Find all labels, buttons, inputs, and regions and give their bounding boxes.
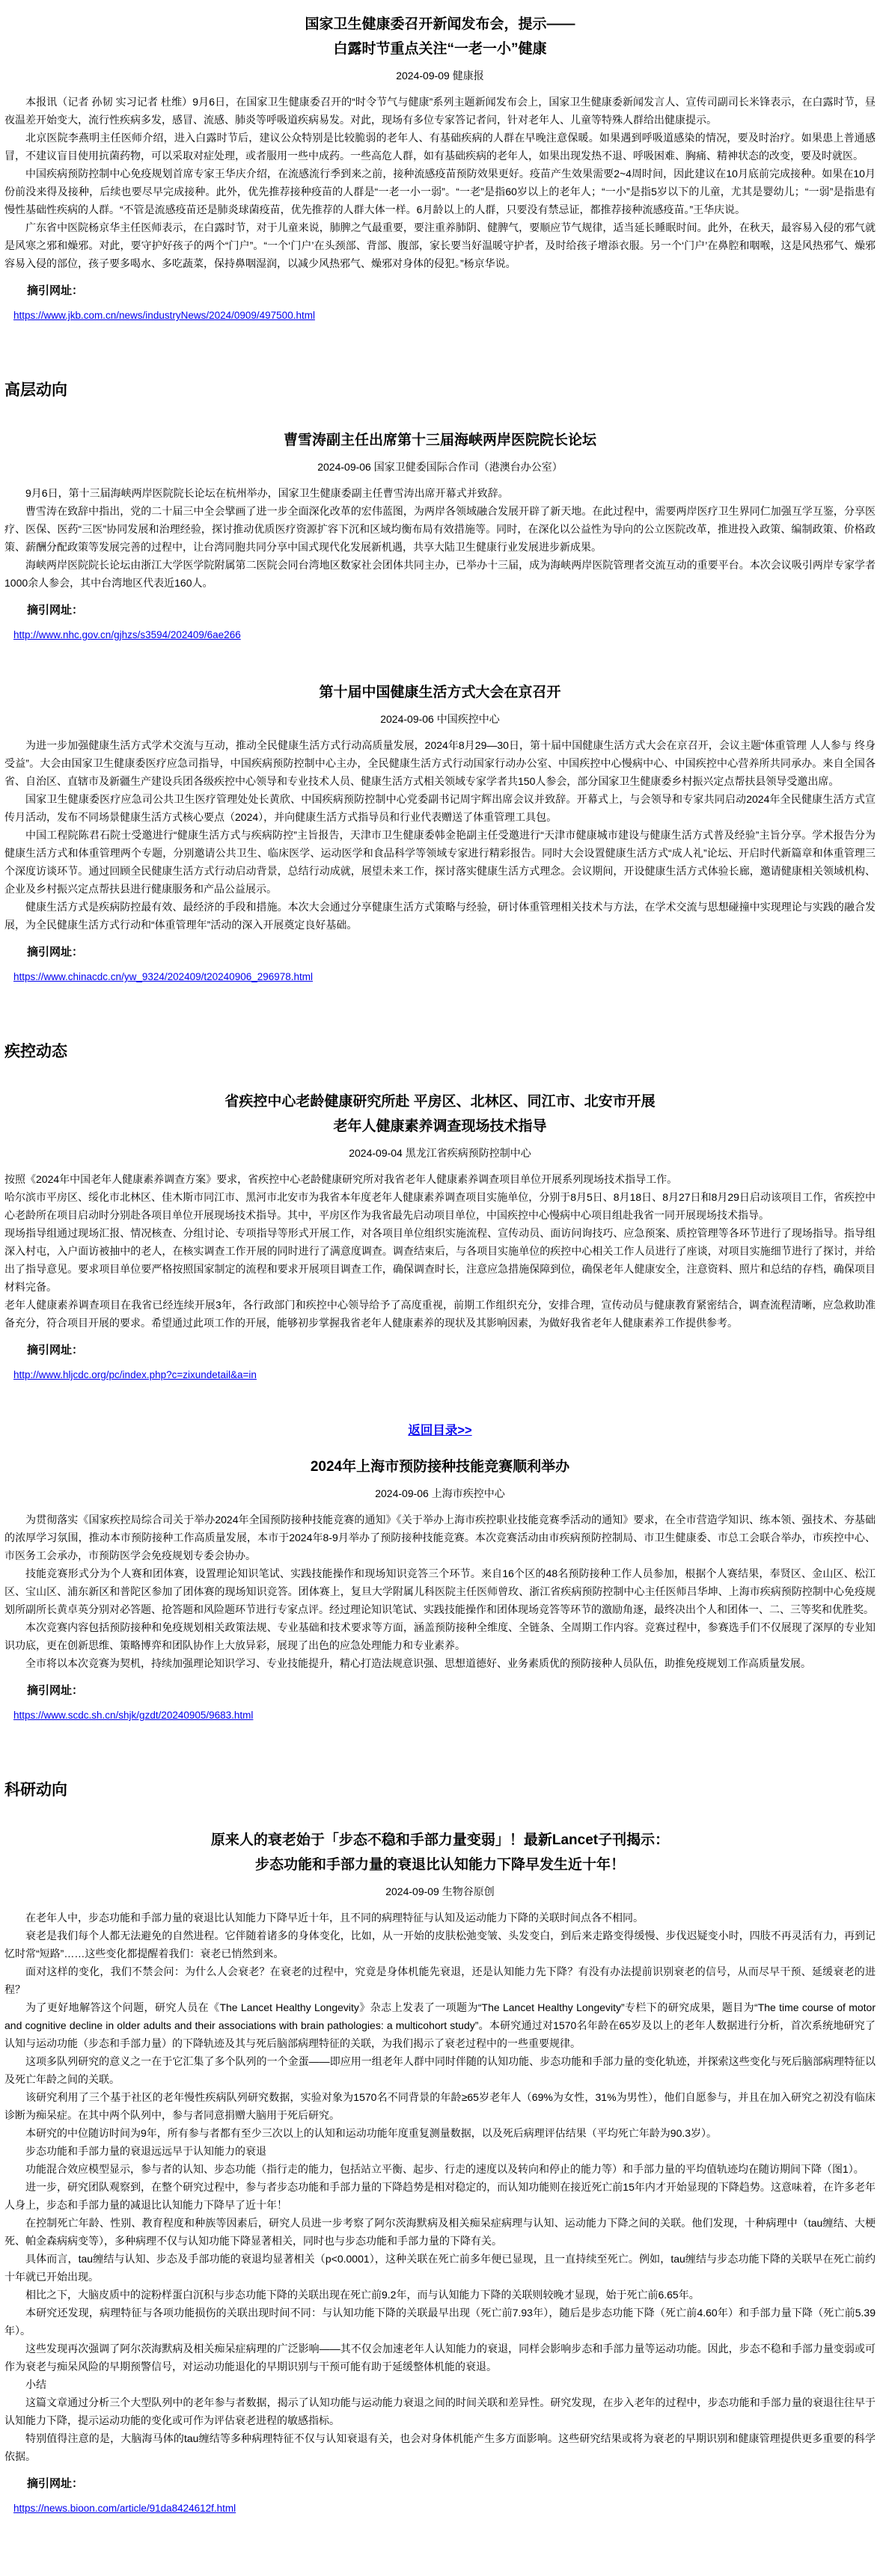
article-title: 曹雪涛副主任出席第十三届海峡两岸医院院长论坛 — [283, 432, 596, 448]
article-paragraph: 步态功能和手部力量的衰退远远早于认知能力的衰退 — [25, 2145, 266, 2157]
article-paragraph: 按照《2024年中国老年人健康素养调查方案》要求，省疾控中心老龄健康研究所对我省老年人健康素养调查项目单位开展系列现场技术指导工作。 — [4, 1173, 678, 1185]
cite-link-row — [4, 2500, 876, 2518]
article-title: 国家卫生健康委召开新闻发布会，提示—— — [305, 16, 575, 32]
article-paragraph: 北京医院李燕明主任医师介绍，进入白露时节后，建议公众特别是比较脆弱的老年人、有基础疾病的人群在早晚注意保暖。如果遇到呼吸道感染的情况，要及时治疗。如果患上普通感冒，不建议盲目使用抗菌药物，可以采取对症处理，或者服用一些中成药。一些高危人群，如有基础疾病的老年人，如果出现发热不退、呼吸困难、胸痛、精神状态的改变，要及时就医。 — [4, 132, 876, 162]
article-paragraph: 本次竞赛内容包括预防接种和免疫规划相关政策法规、专业基础和技术要求等方面，涵盖预防接种全维度、全链条、全周期工作内容。竞赛过程中，参赛选手们不仅展现了深厚的专业知识功底，更在创新思维、策略博弈和团队协作上大放异彩，展现了出色的应急处理能力和专业素养。 — [4, 1621, 876, 1651]
cite-label: 摘引网址： — [27, 2477, 84, 2490]
article-paragraph: 广东省中医院杨京华主任医师表示，在白露时节，对于儿童来说，肺脾之气最重要，要注重养肺阴、健脾气，要顺应节气规律，适当延长睡眠时间。此外，在秋天，最容易入侵的邪气就是风寒之邪和燥邪。对此，要守护好孩子的两个“门户”。“一个‘门户’在头颈部、背部、腹部，家长要当好温暖守护者，及时给孩子增添衣服。另一个‘门户’在鼻腔和咽喉，这是风热邪气、燥邪容易入侵的部位，孩子要多喝水、多吃蔬菜，保持鼻咽湿润，以减少风热邪气、燥邪对身体的侵犯。”杨京华说。 — [4, 221, 876, 269]
article-paragraph: 为了更好地解答这个问题，研究人员在《The Lancet Healthy Longevity》杂志上发表了一项题为“The Lancet Healthy Longevity”专栏下的研究成果，题目为“The time course of motor and cognitive decline in older adults and their associations with brain pathologies: a multicohort study”。本研究通过对1570名年龄在65岁及以上的老年人数据进行分析，首次系统地研究了认知与运动功能（步态和手部力量）的下降轨迹及其与死后脑部病理特征的关联，为我们揭示了衰老过程中的一些重要规律。 — [4, 2001, 876, 2049]
section-header: 疾控动态 — [4, 1043, 67, 1060]
cite-label: 摘引网址： — [27, 604, 84, 617]
cite-link[interactable]: https://www.scdc.sh.cn/shjk/gzdt/20240905/9683.html — [13, 1710, 254, 1721]
cite-link[interactable]: https://news.bioon.com/article/91da8424612f.html — [13, 2503, 236, 2514]
article-title: 省疾控中心老龄健康研究所赴 平房区、北林区、同江市、北安市开展 — [224, 1094, 656, 1110]
cite-link[interactable]: http://www.nhc.gov.cn/gjhzs/s3594/202409/6ae266 — [13, 629, 241, 640]
article-paragraph: 衰老是我们每个人都无法避免的自然进程。它伴随着诸多的身体变化，比如，从一开始的皮肤松弛变皱、头发变白，到后来走路变得缓慢、步伐迟疑变小时，四肢不再灵活有力，再到记忆时常“短路”……这些变化都提醒着我们：衰老已悄然到来。 — [4, 1930, 876, 1959]
article — [4, 680, 876, 986]
article-title: 2024年上海市预防接种技能竞赛顺利举办 — [310, 1459, 570, 1475]
article-paragraph: 本研究还发现，病理特征与各项功能损伤的关联出现时间不同：与认知功能下降的关联最早出现（死亡前7.93年），随后是步态功能下降（死亡前4.60年）和手部力量下降（死亡前5.39年）。 — [4, 2307, 876, 2337]
article-paragraph: 这些发现再次强调了阿尔茨海默病及相关痴呆症病理的广泛影响——其不仅会加速老年人认知能力的衰退，同样会影响步态和手部力量等运动功能。因此，步态不稳和手部力量变弱或可作为衰老与痴呆风险的早期预警信号，对运动功能退化的早期识别与干预可能有助于延缓整体机能的衰退。 — [4, 2343, 876, 2372]
article-paragraph: 曹雪涛在致辞中指出，党的二十届三中全会擘画了进一步全面深化改革的宏伟蓝图，为两岸各领域融合发展开辟了新天地。在此过程中，需要两岸医疗卫生界同仁加强互学互鉴，分享医疗、医保、医药“三医”协同发展和治理经验，探讨推动优质医疗资源扩容下沉和区域均衡布局有效措施等。同时，在深化以公益性为导向的公立医院改革，推进投入政策、编制政策、价格政策、薪酬分配政策等发展完善的过程中，让台湾同胞共同分享中国式现代化发展新机遇，共享大陆卫生健康行业发展进步新成果。 — [4, 505, 876, 553]
article-paragraph: 中国疾病预防控制中心免疫规划首席专家王华庆介绍，在流感流行季到来之前，接种流感疫苗预防效果更好。疫苗产生效果需要2~4周时间，因此建议在10月底前完成接种。如果在10月份前没来得及接种，后续也要尽早完成接种。此外，优先推荐接种疫苗的人群是“一老一小一弱”。“一老”是指60岁以上的老年人；“一小”是指5岁以下的儿童，尤其是婴幼儿；“一弱”是指患有慢性基础性疾病的人群。“不管是流感疫苗还是肺炎球菌疫苗，优先推荐的人群大体一样。6月龄以上的人群，只要没有禁忌证，都推荐接种流感疫苗。”王华庆说。 — [4, 168, 876, 215]
cite-label: 摘引网址： — [27, 1684, 84, 1697]
cite-link[interactable]: https://www.chinacdc.cn/yw_9324/202409/t20240906_296978.html — [13, 971, 314, 982]
article-paragraph: 国家卫生健康委医疗应急司公共卫生医疗管理处处长黄欣、中国疾病预防控制中心党委副书记周宇辉出席会议并致辞。开幕式上，与会领导和专家共同启动2024年全民健康生活方式宣传月活动，发布不同场景健康生活方式核心要点（2024），并向健康生活方式指导员和行业代表赠送了体重管理工具包。 — [4, 793, 876, 823]
article-paragraph: 具体而言，tau缠结与认知、步态及手部功能的衰退均显著相关（p<0.0001），这种关联在死亡前多年便已显现，且一直持续至死亡。例如，tau缠结与步态功能下降的关联早在死亡前约十年就已开始出现。 — [4, 2253, 876, 2283]
cite-label: 摘引网址： — [27, 946, 84, 958]
article-paragraph: 面对这样的变化，我们不禁会问：为什么人会衰老？在衰老的过程中，究竟是身体机能先衰退，还是认知能力先下降？有没有办法提前识别衰老的信号，从而尽早干预、延缓衰老的进程？ — [4, 1965, 876, 1995]
cite-link-row — [4, 307, 876, 325]
article-title: 步态功能和手部力量的衰退比认知能力下降早发生近十年！ — [254, 1857, 625, 1873]
article-paragraph: 哈尔滨市平房区、绥化市北林区、佳木斯市同江市、黑河市北安市为我省本年度老年人健康素养调查项目实施单位，分别于8月5日、8月18日、8月27日和8月29日启动该项目工作，省疾控中心老龄所在项目启动时分别赴各项目单位开展现场技术指导。其中，平房区作为我省最先启动项目单位，中国疾控中心慢病中心项目组赴我省一同开展现场技术指导。 — [4, 1191, 876, 1221]
article-paragraph: 技能竞赛形式分为个人赛和团体赛，设置理论知识笔试、实践技能操作和现场知识竞答三个环节。来自16个区的48名预防接种工作人员参加，根据个人赛结果，奉贤区、金山区、松江区、宝山区、浦东新区和普陀区参加了团体赛的现场知识竞答。团体赛上，复旦大学附属儿科医院主任医师曾玫、浙江省疾病预防控制中心主任医师吕华坤、上海市疾病预防控制中心免疫规划所副所长黄卓英分别对必答题、抢答题和风险题环节进行专家点评。经过理论知识笔试、实践技能操作和团体现场竞答等环节的激励角逐，最终决出个人和团体一、二、三等奖和优胜奖。 — [4, 1567, 876, 1615]
article — [4, 1828, 876, 2518]
article-paragraph: 这篇文章通过分析三个大型队列中的老年参与者数据，揭示了认知功能与运动能力衰退之间的时间关联和差异性。研究发现，在步入老年的过程中，步态功能和手部力量的衰退往往早于认知能力下降，提示运动功能的变化或可作为评估衰老进程的敏感指标。 — [4, 2396, 876, 2426]
article-title: 原来人的衰老始于「步态不稳和手部力量变弱」！最新Lancet子刊揭示： — [210, 1832, 670, 1848]
article-paragraph: 在老年人中，步态功能和手部力量的衰退比认知能力下降早近十年，且不同的病理特征与认知及运动能力下降的关联时间点各不相同。 — [25, 1912, 644, 1924]
article-paragraph: 进一步，研究团队观察到，在整个研究过程中，参与者步态功能和手部力量的下降趋势是相对稳定的，而认知功能则在接近死亡前15年内才开始显现的下降趋势。这意味着，在许多老年人身上，步态和手部力量的减退比认知能力下降早了近十年！ — [4, 2181, 876, 2211]
article-paragraph: 海峡两岸医院院长论坛由浙江大学医学院附属第二医院会同台湾地区数家社会团体共同主办，已举办十三届，成为海峡两岸医院管理者交流互动的重要平台。本次会议吸引两岸专家学者1000余人参会，其中台湾地区代表近160人。 — [4, 559, 876, 589]
article-paragraph: 小结 — [25, 2378, 46, 2390]
cite-link-row — [4, 1707, 876, 1725]
article-paragraph: 为进一步加强健康生活方式学术交流与互动，推动全民健康生活方式行动高质量发展，2024年8月29—30日，第十届中国健康生活方式大会在京召开，会议主题“体重管理 人人参与 终身受益”。大会由国家卫生健康委医疗应急司指导，中国疾病预防控制中心主办，全民健康生活方式行动国家行动办公室、中国疾控中心慢病中心、中国疾控中心营养所共同承办。来自全国各省、自治区、直辖市及新疆生产建设兵团各级疾控中心领导和专业技术人员、健康生活方式相关领域专家学者共150人参会，部分国家卫生健康委乡村振兴定点帮扶县领导受邀出席。 — [4, 739, 876, 787]
article-paragraph: 全市将以本次竞赛为契机，持续加强理论知识学习、专业技能提升，精心打造法规意识强、思想道德好、业务素质优的预防接种人员队伍，助推免疫规划工作高质量发展。 — [25, 1657, 811, 1669]
article-paragraph: 这项多队列研究的意义之一在于它汇集了多个队列的一个金蛋——即应用一组老年人群中同时伴随的认知功能、步态功能和手部力量的变化轨迹，并探索这些变化与死后脑部病理特征以及死亡年龄之间的关联。 — [4, 2055, 876, 2085]
article-paragraph: 在控制死亡年龄、性别、教育程度和种族等因素后，研究人员进一步考察了阿尔茨海默病及相关痴呆症病理与认知、运动能力下降之间的关联。他们发现，十种病理中（tau缠结、大梗死、帕金森病病变等），多种病理不仅与认知功能下降显著相关，同时也与步态功能和手部力量的下降有关。 — [4, 2217, 876, 2247]
article-date: 2024-09-06 上海市疾控中心 — [375, 1487, 505, 1499]
back-to-toc-link[interactable]: 返回目录>> — [408, 1424, 472, 1437]
article-date: 2024-09-06 国家卫健委国际合作司（港澳台办公室） — [317, 461, 563, 473]
article-title: 老年人健康素养调查现场技术指导 — [333, 1119, 547, 1134]
article-paragraph: 健康生活方式是疾病防控最有效、最经济的手段和措施。本次大会通过分享健康生活方式策略与经验，研讨体重管理相关技术与方法，在学术交流与思想碰撞中实现理论与实践的融合发展，为全民健康生活方式行动和“体重管理年”活动的深入开展奠定良好基础。 — [4, 901, 876, 931]
section-header: 高层动向 — [4, 382, 67, 399]
cite-link[interactable]: http://www.hljcdc.org/pc/index.php?c=zixundetail&a=in — [13, 1369, 257, 1380]
article-title: 白露时节重点关注“一老一小”健康 — [333, 41, 547, 57]
back-to-toc-row — [4, 1420, 876, 1438]
cite-link-row — [4, 1366, 876, 1384]
article-date: 2024-09-09 生物谷原创 — [385, 1885, 495, 1897]
article-paragraph: 相比之下，大脑皮质中的淀粉样蛋白沉积与步态功能下降的关联出现在死亡前9.2年，而与认知能力下降的关联则较晚才显现，始于死亡前6.65年。 — [25, 2289, 700, 2301]
article-paragraph: 本报讯（记者 孙韧 实习记者 杜维）9月6日，在国家卫生健康委召开的“时令节气与健康”系列主题新闻发布会上，国家卫生健康委新闻发言人、宣传司副司长米锋表示，在白露时节，昼夜温差开始变大，流行性疾病多发，感冒、流感、肺炎等呼吸道疾病易发。对此，现场有多位专家答记者问，针对老年人、儿童等特殊人群给出健康提示。 — [4, 96, 876, 126]
cite-label: 摘引网址： — [27, 284, 84, 297]
article-paragraph: 为贯彻落实《国家疾控局综合司关于举办2024年全国预防接种技能竞赛的通知》《关于举办上海市疾控职业技能竞赛季活动的通知》要求，在全市营造学知识、练本领、强技术、夯基础的浓厚学习氛围，推动本市预防接种工作高质量发展，本市于2024年8-9月举办了预防接种技能竞赛。本次竞赛活动由市疾病预防控制局、市卫生健康委、市总工会联合举办，市疾控中心、市医务工会承办，市预防医学会免疫规划专委会协办。 — [4, 1514, 876, 1561]
article-paragraph: 中国工程院陈君石院士受邀进行“健康生活方式与疾病防控”主旨报告，天津市卫生健康委韩金艳副主任受邀进行“天津市健康城市建设与健康生活方式普及经验”主旨分享。学术报告分为健康生活方式和体重管理两个专题，分别邀请公共卫生、临床医学、运动医学和食品科学等领域专家进行精彩报告。同时大会设置健康生活方式“成人礼”论坛、开启时代新篇章和体重管理三个深度访谈环节。通过回顾全民健康生活方式行动启动背景，总结行动成就，展望未来工作，探讨落实健康生活方式理念。会议期间，开设健康生活方式体验长廊，邀请健康相关领域机构、企业及乡村振兴定点帮扶县进行健康服务和产品公益展示。 — [4, 829, 876, 895]
article-paragraph: 本研究的中位随访时间为9年，所有参与者都有至少三次以上的认知和运动功能年度重复测量数据，以及死后病理评估结果（平均死亡年龄为90.3岁）。 — [25, 2127, 718, 2139]
cite-link[interactable]: https://www.jkb.com.cn/news/industryNews/2024/0909/497500.html — [13, 310, 315, 321]
article-date: 2024-09-09 健康报 — [396, 70, 484, 82]
cite-link-row — [4, 626, 876, 644]
article-paragraph: 现场指导组通过现场汇报、情况核查、分组讨论、专项指导等形式开展工作，对各项目单位组织实施流程、宣传动员、面访问询技巧、应急预案、质控管理等各环节进行了现场指导。指导组深入村屯，入户面访被抽中的老人，在核实调查工作开展的同时进行了满意度调查。调查结束后，与各项目实施单位的疾控中心相关工作人员进行了座谈，对项目实施细节进行了探讨，并给出了指导意见。要求项目单位要严格按照国家制定的流程和要求开展项目调查工作，确保调查时长，注意应急措施保障到位，确保老年人健康安全，注意资料、照片和总结的存档，确保项目材料完备。 — [4, 1227, 876, 1293]
article — [4, 12, 876, 325]
article-paragraph: 老年人健康素养调查项目在我省已经连续开展3年，各行政部门和疾控中心领导给予了高度重视，前期工作组织充分，安排合理，宣传动员与健康教育紧密结合，调查流程清晰，应急救助准备充分，符合项目开展的要求。希望通过此项工作的开展，能够初步掌握我省老年人健康素养的现状及其影响因素，为做好我省老年人健康素养工作提供参考。 — [4, 1299, 876, 1329]
section-header: 科研动向 — [4, 1781, 67, 1799]
article-paragraph: 功能混合效应模型显示，参与者的认知、步态功能（指行走的能力，包括站立平衡、起步、行走的速度以及转向和停止的能力等）和手部力量的平均值轨迹均在随访期间下降（图1）。 — [25, 2163, 864, 2175]
cite-label: 摘引网址： — [27, 1344, 84, 1356]
article-date: 2024-09-06 中国疾控中心 — [380, 713, 500, 725]
article-paragraph: 9月6日，第十三届海峡两岸医院院长论坛在杭州举办，国家卫生健康委副主任曹雪涛出席开幕式并致辞。 — [25, 487, 509, 499]
article — [4, 1420, 876, 1725]
article-date: 2024-09-04 黑龙江省疾病预防控制中心 — [349, 1147, 531, 1159]
article-paragraph: 特别值得注意的是，大脑海马体的tau缠结等多种病理特征不仅与认知衰退有关，也会对身体机能产生多方面影响。这些研究结果或将为衰老的早期识别和健康管理提供更多重要的科学依据。 — [4, 2432, 876, 2462]
article-paragraph: 该研究利用了三个基于社区的老年慢性疾病队列研究数据，实验对象为1570名不同背景的年龄≥65岁老年人（69%为女性，31%为男性），他们自愿参与，并且在加入研究之初没有临床诊断为痴呆症。在其中两个队列中，参与者同意捐赠大脑用于死后研究。 — [4, 2091, 876, 2121]
article — [4, 428, 876, 644]
article-title: 第十届中国健康生活方式大会在京召开 — [319, 685, 561, 700]
article — [4, 1089, 876, 1384]
cite-link-row — [4, 968, 876, 986]
